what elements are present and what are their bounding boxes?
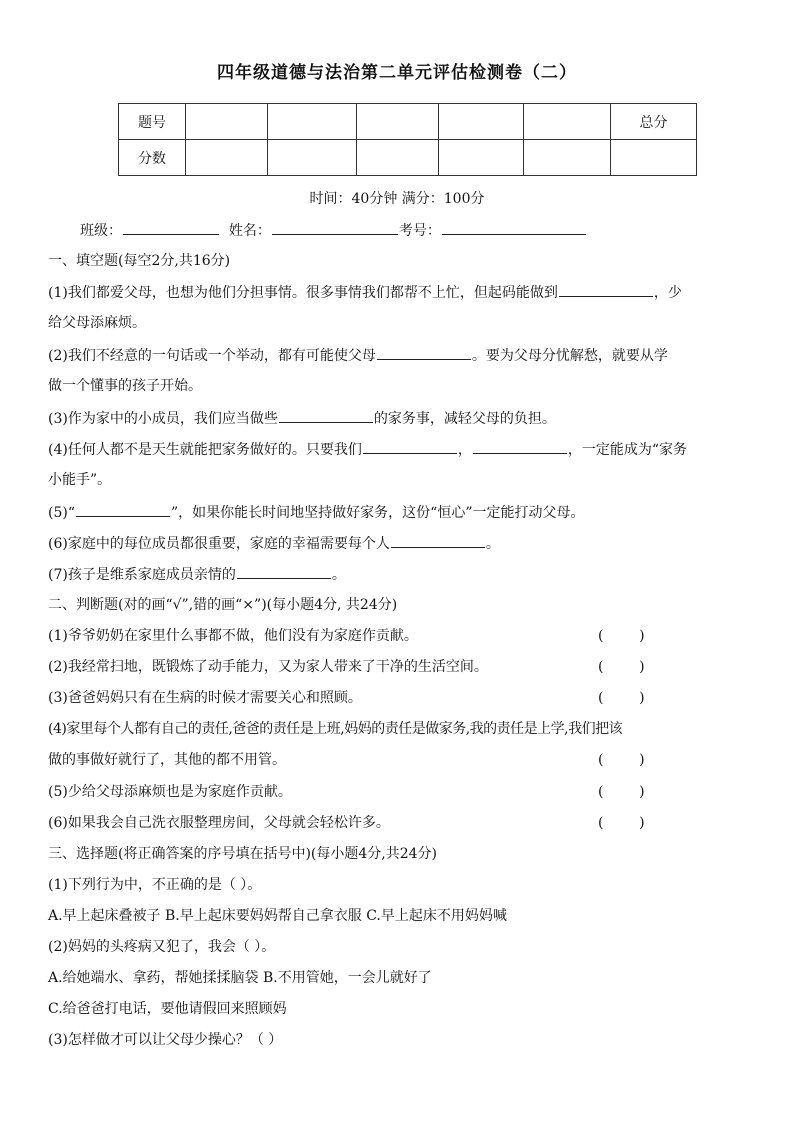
score-label: 分数 — [119, 140, 186, 176]
score-cell[interactable] — [357, 140, 439, 176]
s1-q2-text-end: 。要为父母分忧解愁，就要从学 — [471, 348, 668, 364]
s2-q1-answer[interactable]: ( ) — [598, 628, 645, 644]
name-label: 姓名： — [228, 223, 271, 239]
exam-no-label: 考号： — [398, 223, 441, 239]
s2-q4-line1: (4)家里每个人都有自己的责任,爸爸的责任是上班,妈妈的责任是做家务,我的责任是上学,我们把该 — [48, 721, 623, 737]
score-cell[interactable] — [524, 104, 611, 140]
s1-q4-blank1[interactable] — [363, 439, 457, 454]
s1-q6-blank[interactable] — [391, 533, 485, 548]
s1-q4-line1 — [48, 439, 687, 460]
s2-q3-text: (3)爸爸妈妈只有在生病的时候才需要关心和照顾。 — [48, 690, 362, 706]
s1-q1-text-end: ，少 — [653, 285, 682, 301]
s3-q1-text: (1)下列行为中，不正确的是（ ）。 — [48, 877, 262, 893]
score-table-row-question-no — [119, 104, 697, 140]
s1-q4-text-end: ，一定能成为“家务 — [567, 442, 688, 458]
s1-q3-text: (3)作为家中的小成员，我们应当做些 — [48, 411, 278, 427]
s1-q1-line2: 给父母添麻烦。 — [48, 315, 146, 331]
score-cell[interactable] — [524, 140, 611, 176]
s2-q3-answer[interactable]: ( ) — [598, 690, 645, 706]
s1-q3-line — [48, 408, 556, 429]
total-label: 总分 — [611, 104, 697, 140]
s2-q6-answer[interactable]: ( ) — [598, 815, 645, 831]
section1-heading: 一、填空题(每空2分,共16分) — [48, 253, 231, 269]
score-cell[interactable] — [186, 104, 268, 140]
s2-q2-answer[interactable]: ( ) — [598, 659, 645, 675]
s1-q2-blank[interactable] — [377, 345, 471, 360]
s3-q2-option-c: C.给爸爸打电话，要他请假回来照顾妈 — [48, 1001, 287, 1017]
score-cell[interactable] — [186, 140, 268, 176]
section3-heading: 三、选择题(将正确答案的序号填在括号中)(每小题4分,共24分) — [48, 846, 438, 862]
s1-q4-text: (4)任何人都不是天生就能把家务做好的。只要我们 — [48, 442, 362, 458]
s2-q5-text: (5)少给父母添麻烦也是为家庭作贡献。 — [48, 784, 292, 800]
s1-q5-text-end: ”，如果你能长时间地坚持做好家务，这份“恒心”一定能打动父母。 — [171, 505, 585, 521]
score-cell[interactable] — [439, 104, 524, 140]
score-cell[interactable] — [357, 104, 439, 140]
s1-q5-text: (5)“ — [48, 505, 75, 521]
s3-q3-text: (3)怎样做才可以让父母少操心？（ ） — [48, 1032, 283, 1048]
student-info-line — [80, 220, 587, 241]
class-field[interactable] — [123, 220, 219, 235]
score-table — [118, 103, 697, 176]
s1-q5-blank[interactable] — [76, 502, 170, 517]
s1-q2-text: (2)我们不经意的一句话或一个举动，都有可能使父母 — [48, 348, 376, 364]
s2-q5-answer[interactable]: ( ) — [598, 784, 645, 800]
exam-title: 四年级道德与法治第二单元评估检测卷（二） — [217, 63, 577, 83]
s1-q7-text: (7)孩子是维系家庭成员亲情的 — [48, 567, 236, 583]
s1-q4-line2: 小能手”。 — [48, 472, 112, 488]
s2-q4-answer[interactable]: ( ) — [598, 752, 645, 768]
s2-q1-text: (1)爷爷奶奶在家里什么事都不做，他们没有为家庭作贡献。 — [48, 628, 418, 644]
s1-q6-text: (6)家庭中的每位成员都很重要，家庭的幸福需要每个人 — [48, 536, 390, 552]
s1-q1-blank[interactable] — [559, 282, 653, 297]
s1-q1-text: (1)我们都爱父母，也想为他们分担事情。很多事情我们都帮不上忙，但起码能做到 — [48, 285, 558, 301]
s1-q4-blank2[interactable] — [473, 439, 567, 454]
score-table-row-score — [119, 140, 697, 176]
s3-q2-options: A.给她端水、拿药，帮她揉揉脑袋 B.不用管她，一会儿就好了 — [48, 970, 432, 986]
s1-q1-line1 — [48, 282, 682, 303]
s2-q2-text: (2)我经常扫地，既锻炼了动手能力，又为家人带来了干净的生活空间。 — [48, 659, 488, 675]
class-label: 班级： — [80, 223, 122, 239]
s1-q7-blank[interactable] — [237, 564, 331, 579]
section2-heading: 二、判断题(对的画“√”,错的画“×”)(每小题4分, 共24分) — [48, 597, 398, 613]
s3-q1-options: A.早上起床叠被子 B.早上起床要妈妈帮自己拿衣服 C.早上起床不用妈妈喊 — [48, 908, 507, 924]
s1-q5-line — [48, 502, 584, 523]
s1-q2-line2: 做一个懂事的孩子开始。 — [48, 378, 202, 394]
score-cell[interactable] — [268, 104, 357, 140]
s1-q7-line — [48, 564, 346, 585]
s2-q4-line2: 做的事做好就行了，其他的都不用管。 — [48, 752, 286, 768]
s2-q6-text: (6)如果我会自己洗衣服整理房间，父母就会轻松许多。 — [48, 815, 390, 831]
s1-q3-text-end: 的家务事，减轻父母的负担。 — [373, 411, 556, 427]
score-cell[interactable] — [439, 140, 524, 176]
score-cell[interactable] — [268, 140, 357, 176]
s3-q2-text: (2)妈妈的头疼病又犯了，我会（ ）。 — [48, 939, 276, 955]
s1-q3-blank[interactable] — [279, 408, 373, 423]
exam-info: 时间：40分钟 满分：100分 — [309, 191, 485, 207]
s1-q2-line1 — [48, 345, 668, 366]
s1-q4-sep: ， — [457, 442, 472, 458]
s1-q6-line — [48, 533, 500, 554]
s1-q6-text-end: 。 — [485, 536, 500, 552]
exam-no-field[interactable] — [442, 220, 586, 235]
s1-q7-text-end: 。 — [331, 567, 346, 583]
question-no-label: 题号 — [119, 104, 186, 140]
total-score-cell[interactable] — [611, 140, 697, 176]
name-field[interactable] — [272, 220, 398, 235]
